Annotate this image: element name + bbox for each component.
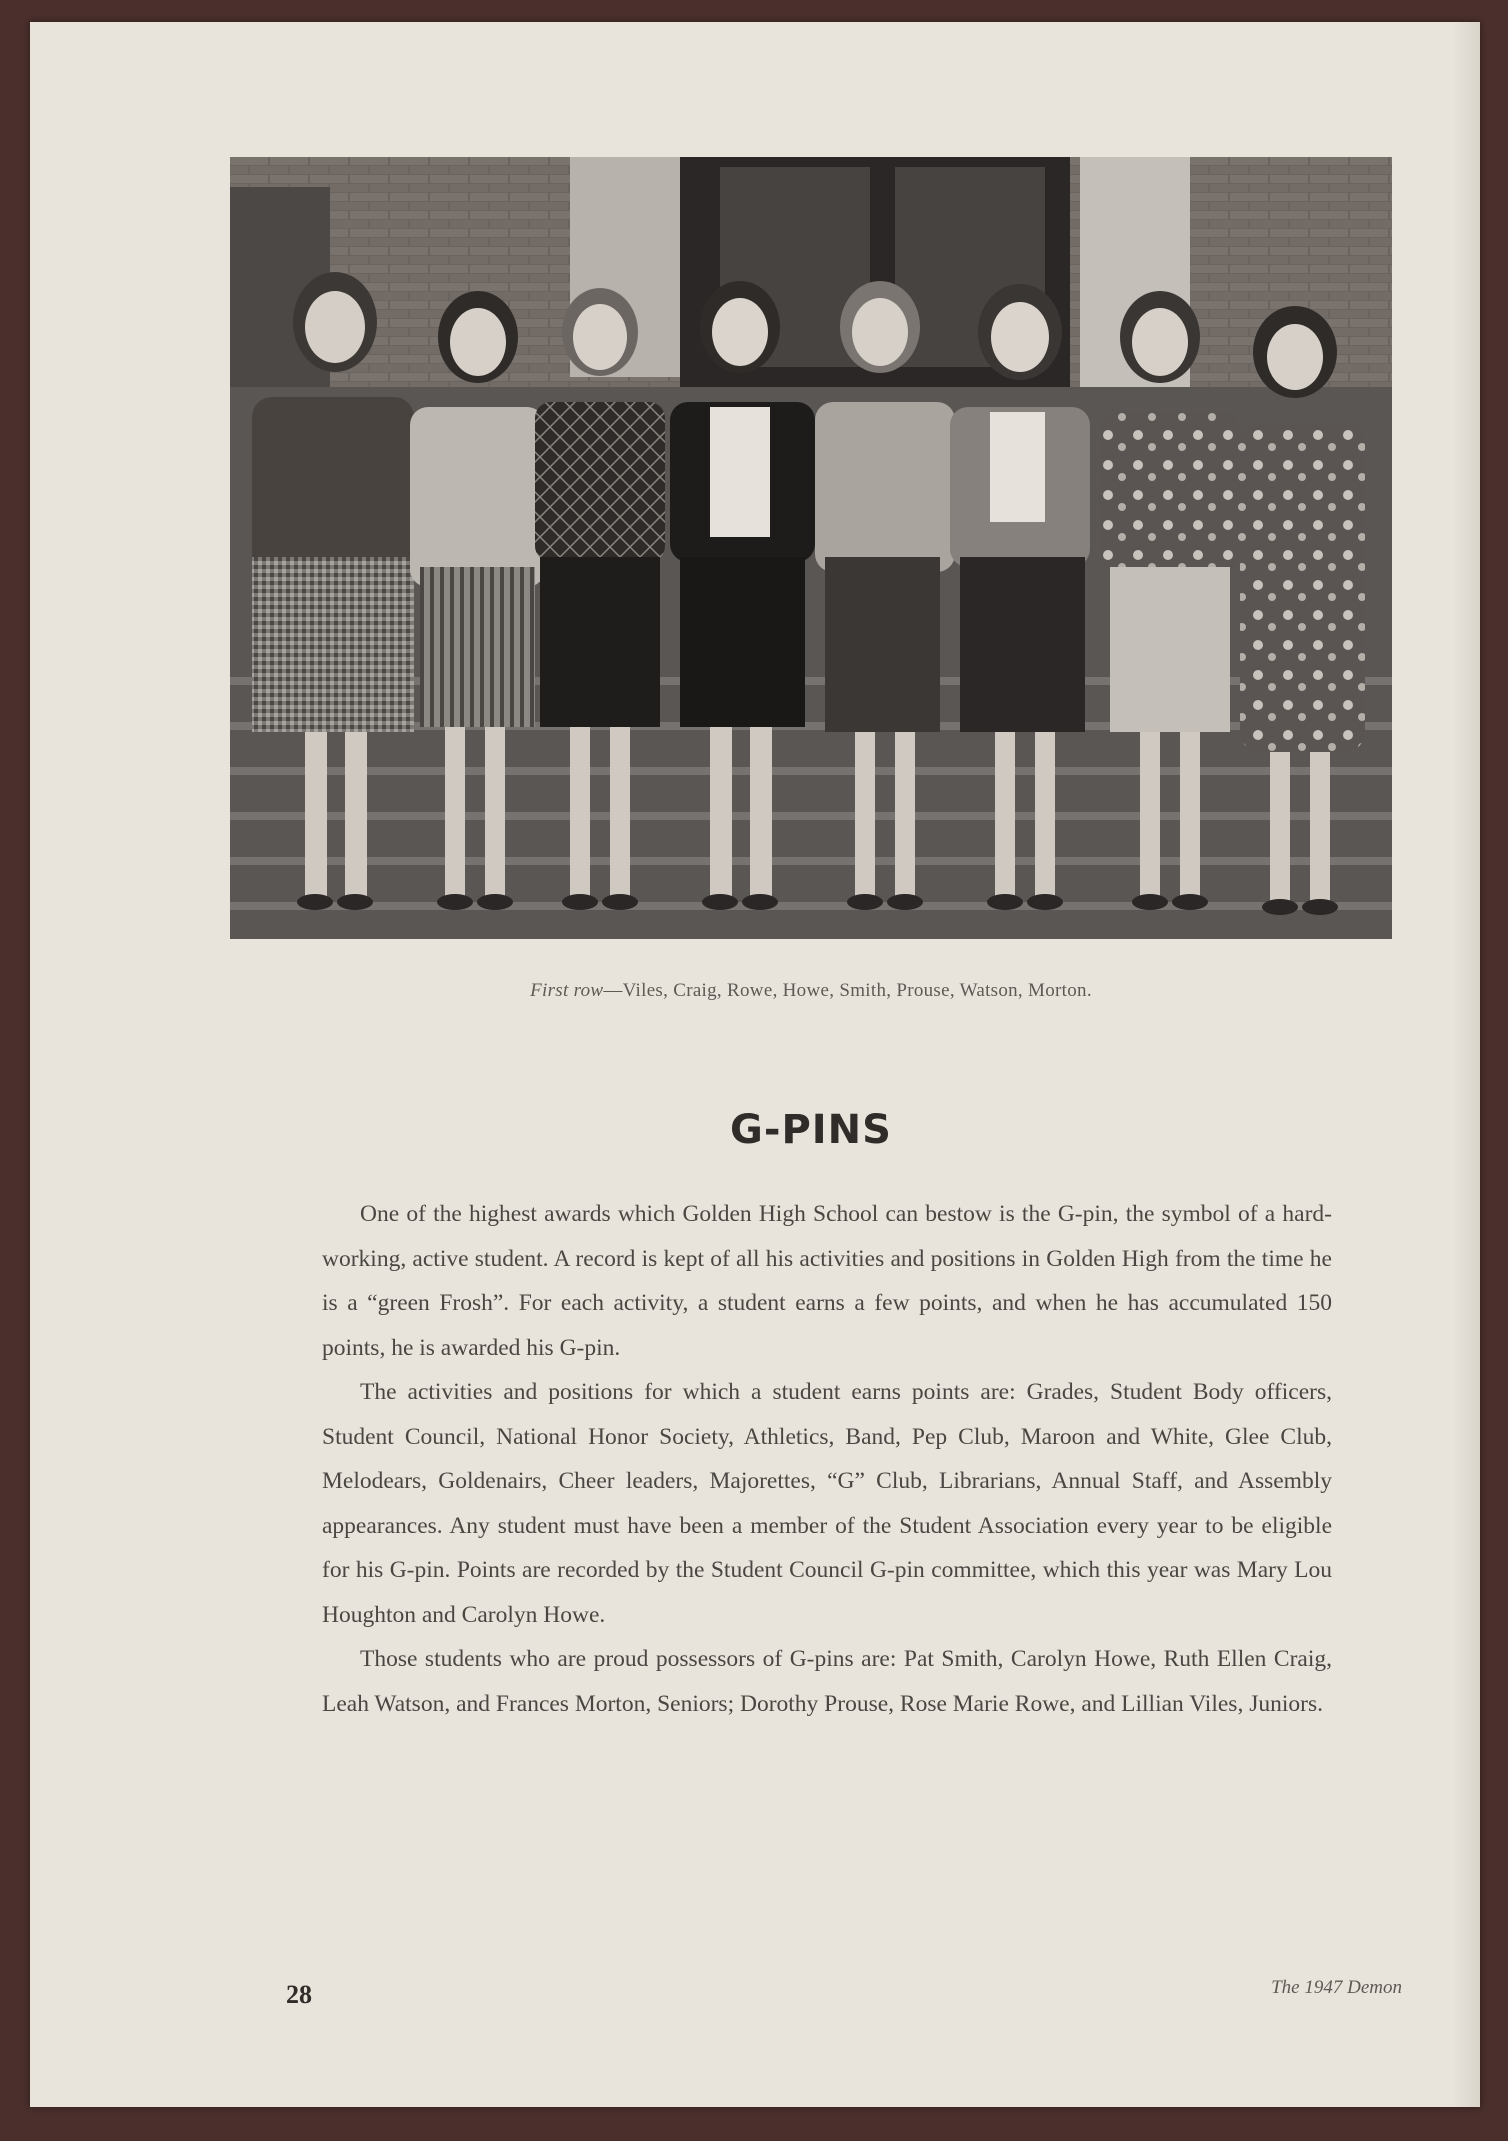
article-body xyxy=(322,1192,1332,1726)
group-photo-image xyxy=(230,157,1392,939)
paragraph: Those students who are proud possessors of G-pins are: Pat Smith, Carolyn Howe, Ruth Ellen Craig, Leah Watson, and Frances Morton, Seniors; Dorothy Prouse, Rose Marie Rowe, and Lillian Viles, Juniors. xyxy=(322,1646,1332,1717)
caption-names: —Viles, Craig, Rowe, Howe, Smith, Prouse, Watson, Morton. xyxy=(603,980,1092,1001)
photo-caption xyxy=(230,980,1392,1002)
publication-footer: The 1947 Demon xyxy=(1271,1977,1402,1998)
paragraph: The activities and positions for which a student earns points are: Grades, Student Body officers, Student Council, National Honor Society, Athletics, Band, Pep Club, Maroon and White, Glee Club, Melodears, Goldenairs, Cheer leaders, Majorettes, “G” Club, Librarians, Annual Staff, and Assembly appearances. Any student must have been a member of the Student Association every year to be eligible for his G-pin. Points are recorded by the Student Council G-pin committee, which this year was Mary Lou Houghton and Carolyn Howe. xyxy=(322,1379,1332,1628)
page-number: 28 xyxy=(286,1980,312,2009)
yearbook-page xyxy=(30,22,1480,2107)
paragraph: One of the highest awards which Golden High School can bestow is the G-pin, the symbol of a hard-working, active student. A record is kept of all his activities and positions in Golden High from the time he is a “green Frosh”. For each activity, a student earns a few points, and when he has accumulated 150 points, he is awarded his G-pin. xyxy=(322,1201,1332,1361)
group-photo xyxy=(230,157,1392,939)
page-edge xyxy=(1452,22,1480,2107)
page-title: G-PINS xyxy=(730,1107,892,1153)
caption-lead: First row xyxy=(530,980,604,1001)
